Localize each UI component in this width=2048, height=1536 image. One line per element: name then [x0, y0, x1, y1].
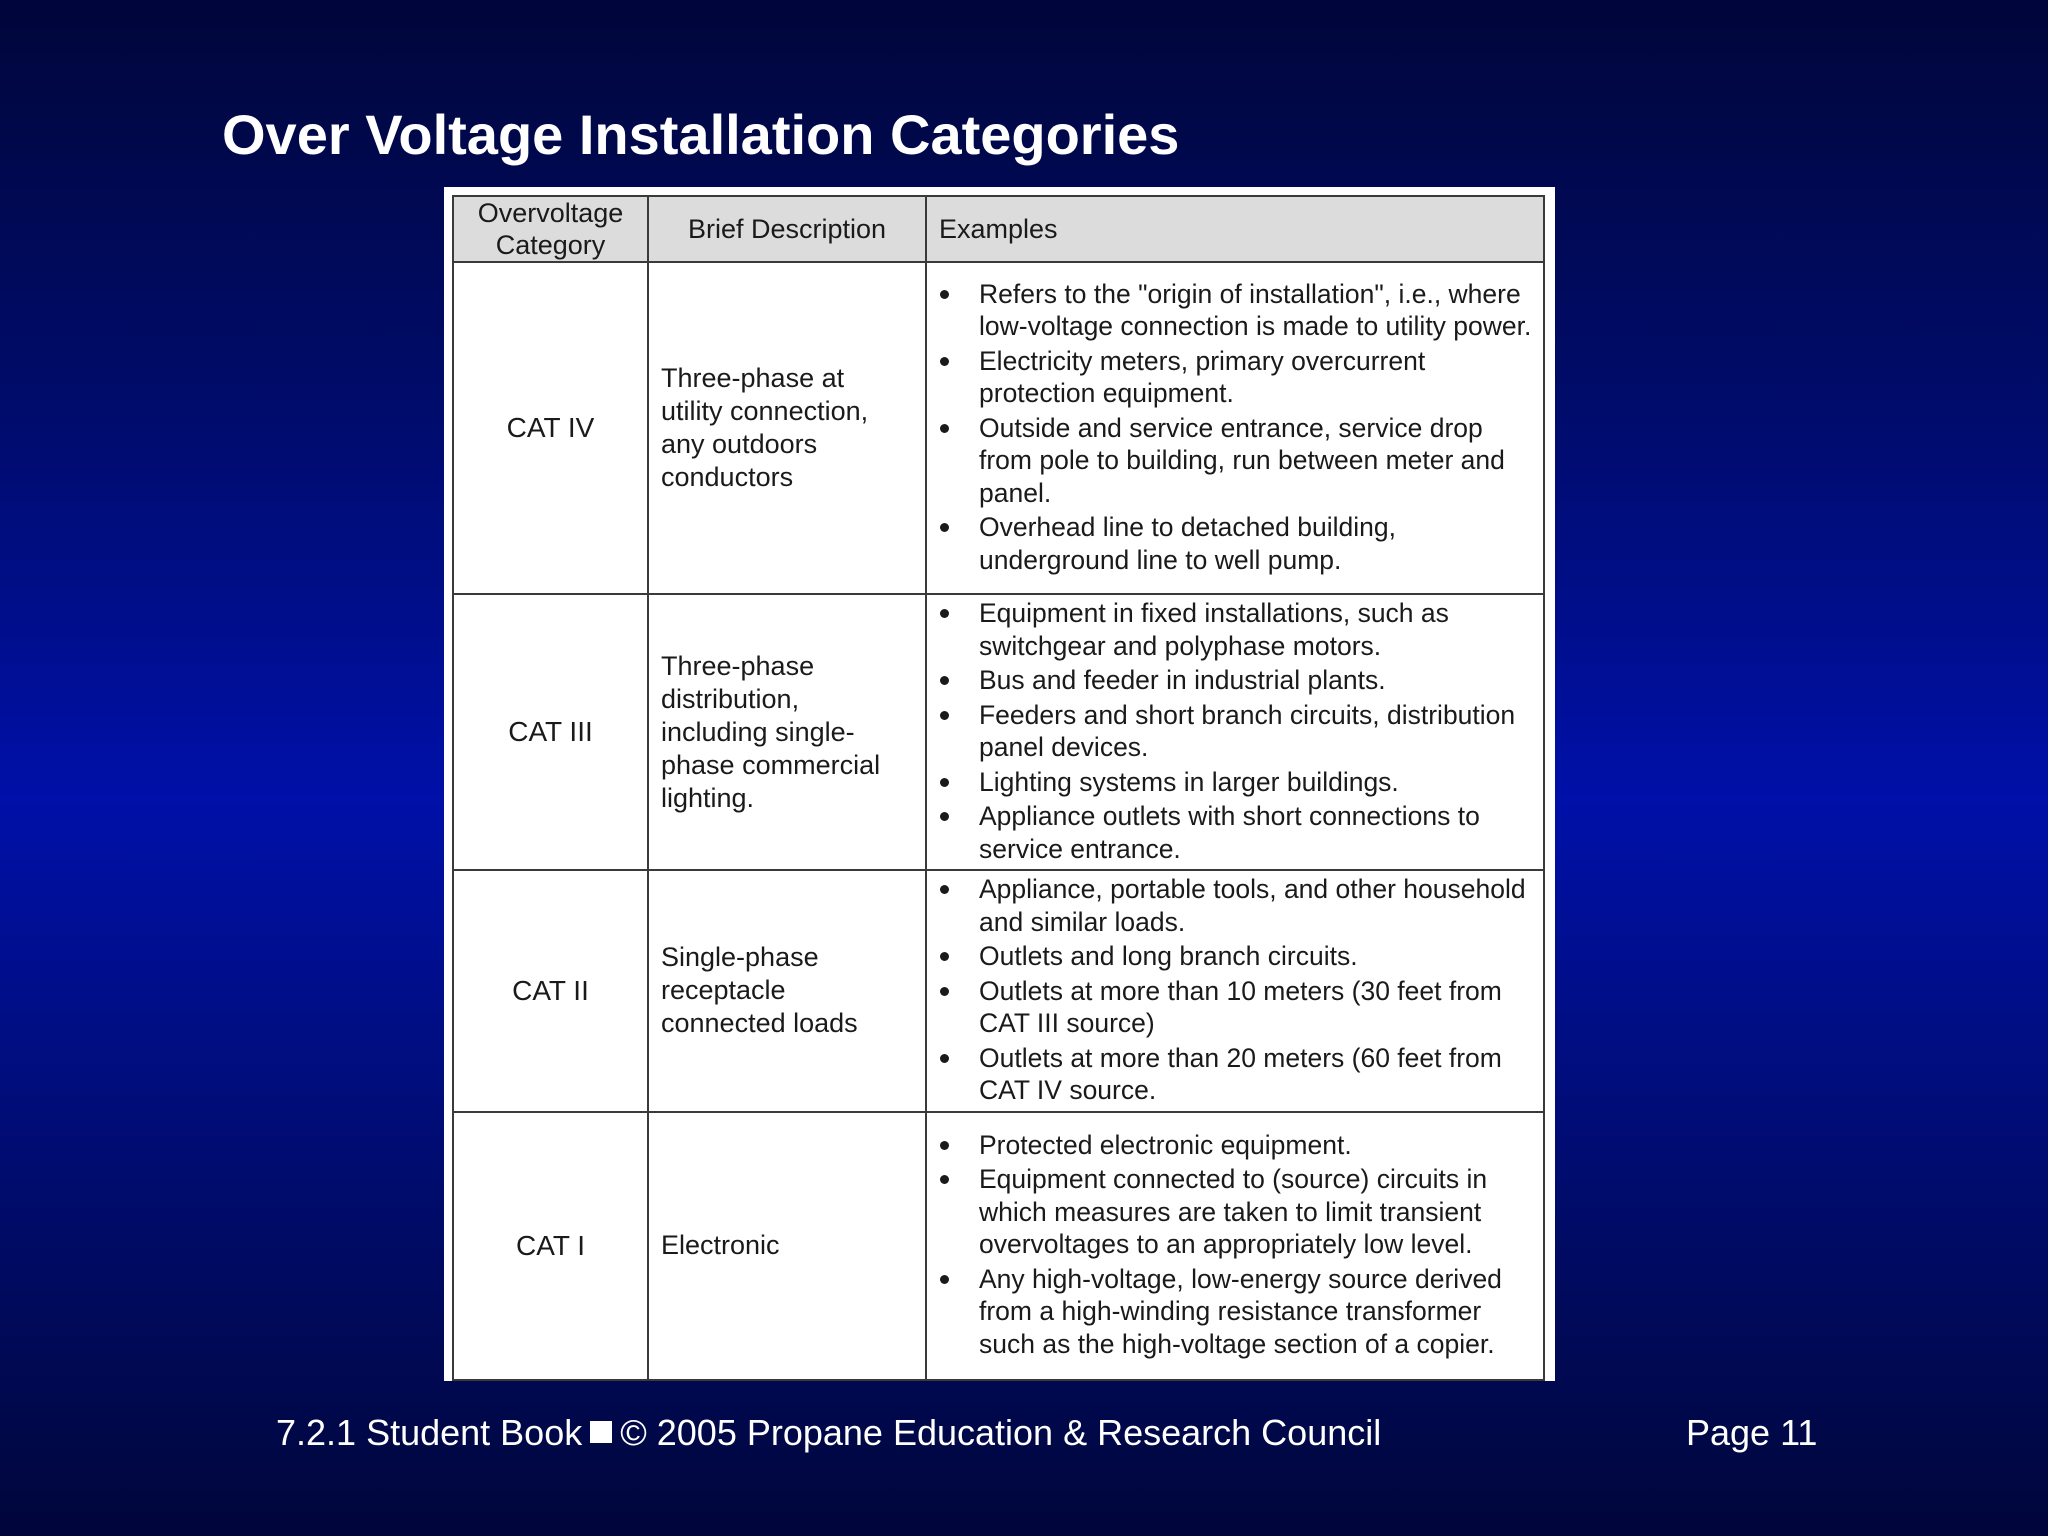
examples-cell: [926, 594, 1544, 870]
table-row: [453, 262, 1544, 594]
bullet-icon: [940, 523, 949, 532]
page-number: Page 11: [1686, 1412, 1818, 1453]
footer-copyright: © 2005 Propane Education & Research Council: [620, 1412, 1382, 1453]
examples-list: [927, 278, 1535, 577]
examples-cell: [926, 870, 1544, 1112]
bullet-icon: [940, 609, 949, 618]
bullet-icon: [940, 676, 949, 685]
bullet-icon: [940, 987, 949, 996]
example-text: Feeders and short branch circuits, distribution panel devices.: [979, 699, 1516, 762]
example-text: Bus and feeder in industrial plants.: [979, 665, 1386, 695]
examples-list: [927, 597, 1535, 865]
header-description: Brief Description: [648, 196, 926, 262]
bullet-icon: [940, 1175, 949, 1184]
example-item: [927, 1163, 1535, 1261]
example-item: [927, 1042, 1535, 1107]
example-item: [927, 873, 1535, 938]
example-text: Equipment in fixed installations, such as switchgear and polyphase motors.: [979, 598, 1449, 661]
example-item: [927, 940, 1535, 973]
examples-list: [927, 873, 1535, 1107]
square-separator-icon: [590, 1421, 612, 1443]
overvoltage-category-table: [452, 195, 1545, 1381]
footer-credit: [276, 1412, 1381, 1454]
category-cell: CAT III: [453, 594, 648, 870]
bullet-icon: [940, 424, 949, 433]
example-item: [927, 412, 1535, 510]
example-item: [927, 699, 1535, 764]
header-category-line1: Overvoltage: [477, 198, 624, 228]
example-text: Outlets at more than 10 meters (30 feet from CAT III source): [979, 975, 1502, 1038]
bullet-icon: [940, 711, 949, 720]
bullet-icon: [940, 778, 949, 787]
example-item: [927, 345, 1535, 410]
example-text: Protected electronic equipment.: [979, 1129, 1352, 1160]
example-item: [927, 1263, 1535, 1361]
bullet-icon: [940, 812, 949, 821]
description-cell: Single-phase receptacle connected loads: [648, 870, 926, 1112]
footer-book: 7.2.1 Student Book: [276, 1412, 583, 1453]
bullet-icon: [940, 952, 949, 961]
description-cell: Electronic: [648, 1112, 926, 1380]
examples-cell: [926, 1112, 1544, 1380]
example-text: Equipment connected to (source) circuits in which measures are taken to limit transient overvoltages to an appropriately low level.: [979, 1164, 1488, 1260]
description-cell: Three-phase at utility connection, any outdoors conductors: [648, 262, 926, 594]
table-header-row: [453, 196, 1544, 262]
table-row: [453, 594, 1544, 870]
example-item: [927, 511, 1535, 576]
example-item: [927, 766, 1535, 799]
table-image-frame: [444, 187, 1555, 1381]
example-text: Outlets and long branch circuits.: [979, 941, 1358, 971]
example-text: Appliance, portable tools, and other household and similar loads.: [979, 874, 1526, 937]
bullet-icon: [940, 290, 949, 299]
example-text: Refers to the "origin of installation", i.e., where low-voltage connection is made to utility power.: [979, 278, 1532, 342]
example-text: Appliance outlets with short connections to service entrance.: [979, 801, 1480, 864]
description-cell: Three-phase distribution, including single-phase commercial lighting.: [648, 594, 926, 870]
example-text: Lighting systems in larger buildings.: [979, 766, 1399, 797]
example-text: Outlets at more than 20 meters (60 feet from CAT IV source.: [979, 1042, 1502, 1105]
bullet-icon: [940, 1141, 949, 1150]
example-item: [927, 975, 1535, 1040]
category-cell: CAT IV: [453, 262, 648, 594]
examples-list: [927, 1129, 1535, 1361]
example-item: [927, 597, 1535, 662]
header-category: [453, 196, 648, 262]
example-text: Outside and service entrance, service drop from pole to building, run between meter and panel.: [979, 412, 1505, 508]
example-item: [927, 664, 1535, 697]
table-row: [453, 870, 1544, 1112]
bullet-icon: [940, 357, 949, 366]
example-text: Electricity meters, primary overcurrent protection equipment.: [979, 345, 1426, 409]
example-text: Overhead line to detached building, underground line to well pump.: [979, 512, 1396, 575]
category-cell: CAT II: [453, 870, 648, 1112]
examples-cell: [926, 262, 1544, 594]
bullet-icon: [940, 1275, 949, 1284]
bullet-icon: [940, 1054, 949, 1063]
slide-title: Over Voltage Installation Categories: [222, 103, 1180, 166]
header-category-line2: Category: [495, 230, 606, 260]
header-examples: Examples: [926, 196, 1544, 262]
example-item: [927, 800, 1535, 865]
example-item: [927, 1129, 1535, 1162]
category-cell: CAT I: [453, 1112, 648, 1380]
table-row: [453, 1112, 1544, 1380]
example-text: Any high-voltage, low-energy source derived from a high-winding resistance transformer such as the high-voltage section of a copier.: [979, 1263, 1502, 1359]
bullet-icon: [940, 885, 949, 894]
example-item: [927, 278, 1535, 343]
